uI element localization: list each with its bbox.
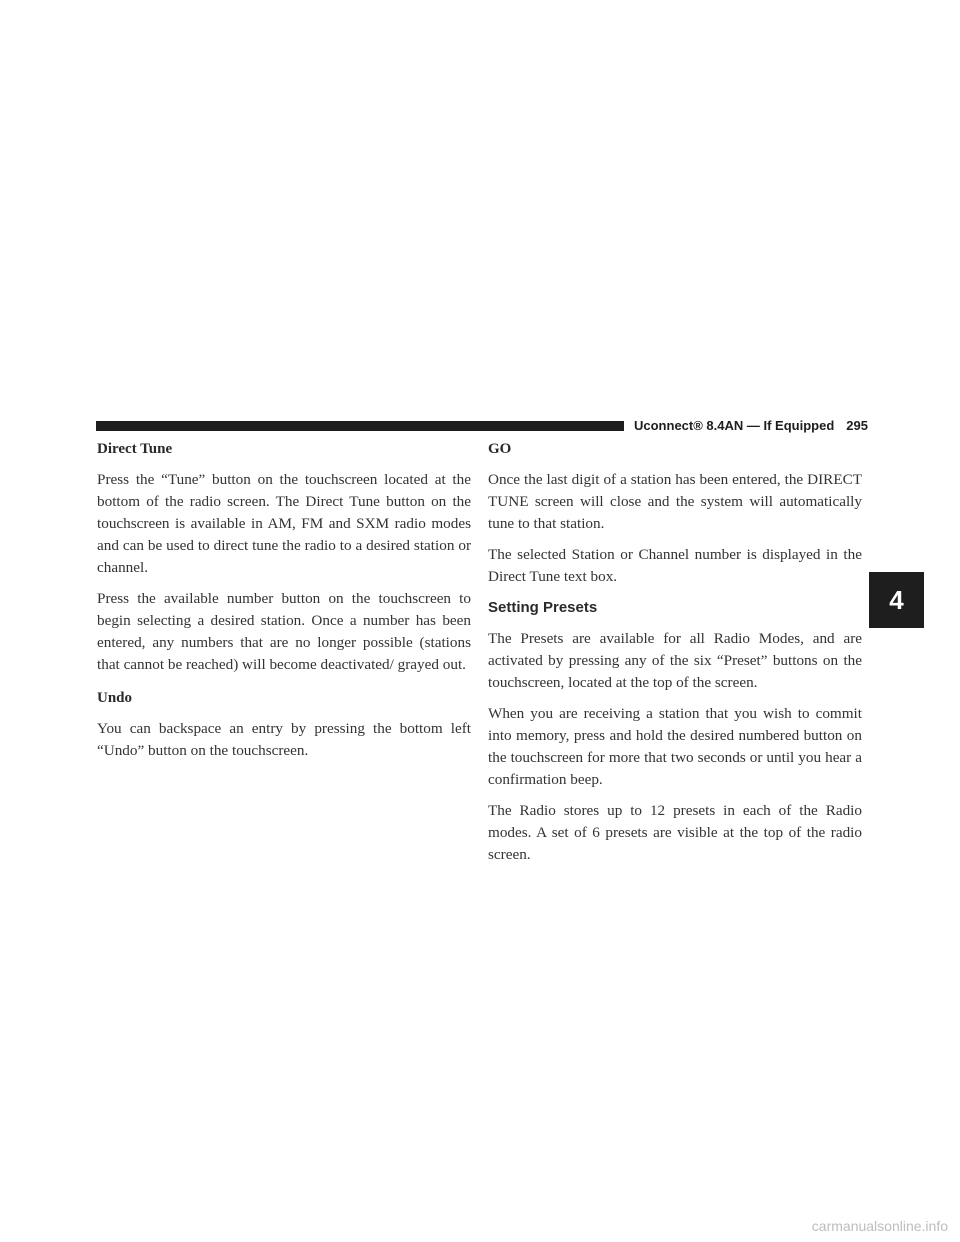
direct-tune-paragraph-1: Press the “Tune” button on the touchscreen located at the bottom of the radio screen. The Direct Tune button on the touchscreen is available in AM, FM and SXM radio modes and can be used to direct tune the radio to a desired station or channel. (97, 471, 471, 576)
undo-heading: Undo (97, 690, 133, 706)
go-paragraph-2: The selected Station or Channel number is displayed in the Direct Tune text box. (488, 546, 862, 585)
header-title: Uconnect® 8.4AN — If Equipped (634, 418, 835, 433)
header-rule (96, 421, 624, 431)
undo-paragraph: You can backspace an entry by pressing the bottom left “Undo” button on the touchscreen. (97, 720, 471, 759)
watermark: carmanualsonline.info (811, 1218, 948, 1234)
go-heading: GO (488, 441, 512, 457)
presets-paragraph-3: The Radio stores up to 12 presets in each of the Radio modes. A set of 6 presets are visible at the top of the radio screen. (488, 802, 862, 863)
running-header (634, 418, 868, 433)
presets-paragraph-2: When you are receiving a station that you wish to commit into memory, press and hold the desired numbered button on the touchscreen for more that two seconds or until you hear a confirmation beep. (488, 705, 862, 788)
direct-tune-heading: Direct Tune (97, 441, 173, 457)
chapter-tab: 4 (869, 572, 924, 628)
direct-tune-paragraph-2: Press the available number button on the touchscreen to begin selecting a desired station. Once a number has been entered, any numbers that are no longer possible (stations that cannot be reached) will become deactivated/ grayed out. (97, 590, 471, 673)
setting-presets-heading: Setting Presets (488, 599, 598, 616)
go-paragraph-1: Once the last digit of a station has been entered, the DIRECT TUNE screen will close and the system will automatically tune to that station. (488, 471, 862, 532)
presets-paragraph-1: The Presets are available for all Radio Modes, and are activated by pressing any of the six “Preset” buttons on the touchscreen, located at the top of the screen. (488, 630, 862, 691)
left-column (97, 438, 471, 762)
page-number: 295 (846, 418, 868, 433)
right-column (488, 438, 862, 866)
